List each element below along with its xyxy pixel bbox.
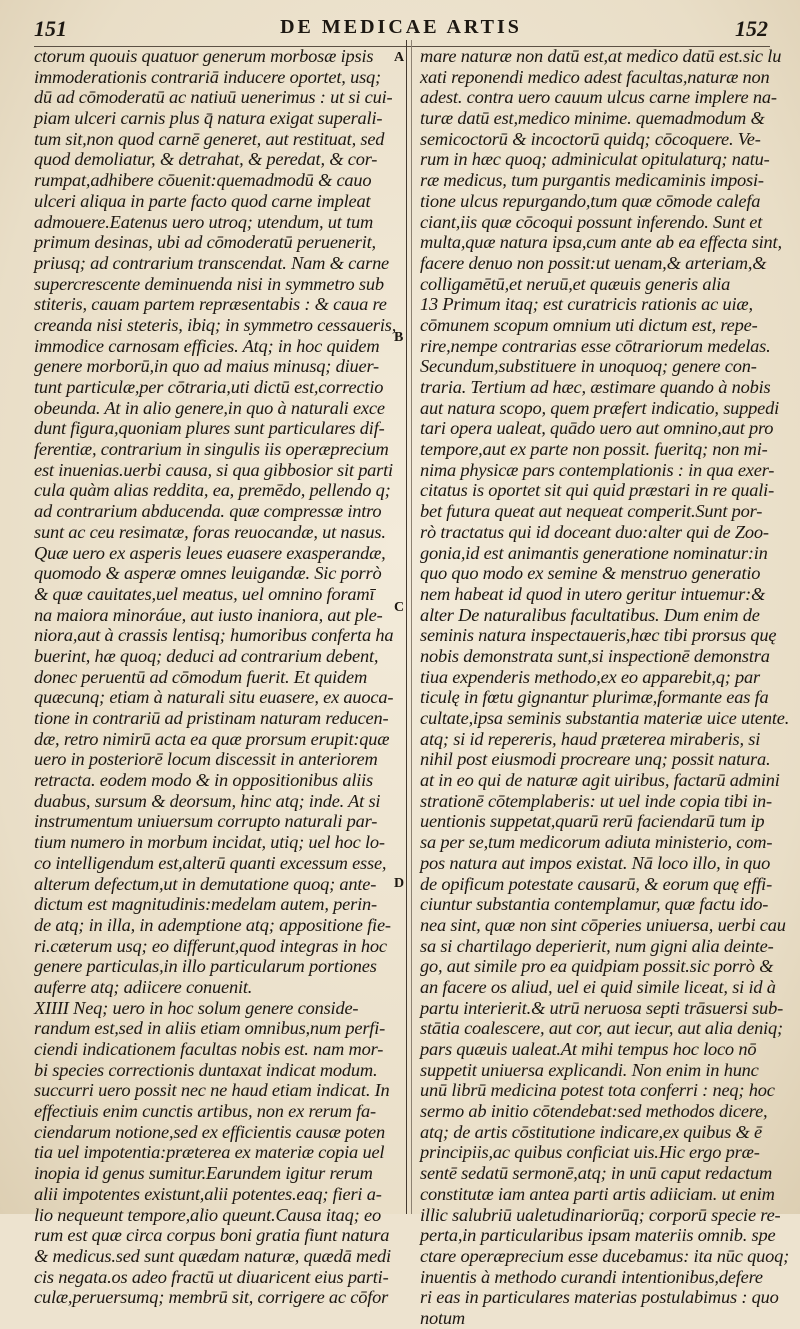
right-text-line: perta,in particularibus ipsam materiis omnib. spe <box>420 1225 776 1246</box>
left-text-line: & quæ cauitates,uel meatus, uel omnino foramī <box>34 583 375 604</box>
left-text-line: & medicus.sed sunt quædam naturæ, quædā medi <box>34 1245 391 1266</box>
right-text-line: mare naturæ non datū est,at medico datū est.sic lu <box>420 46 782 66</box>
right-text-line: inuentis à methodo curandi intentionibus,defere <box>420 1266 763 1287</box>
left-text-line: tium numero in morbum incidat, utiq; uel hoc lo- <box>34 832 385 853</box>
left-text-line: tum sit,non quod carnē generet, aut restituat, sed <box>34 128 385 149</box>
right-text-line: bet futura queat aut nequeat comperit.Sunt por- <box>420 501 763 522</box>
left-text-line: cula quàm alias reddita, ea, premēdo, pellendo q; <box>34 480 391 501</box>
right-text-line: adest. contra uero cauum ulcus carne implere na- <box>420 87 777 108</box>
right-text-line: cōmunem scopum omnium uti dictum est, repe- <box>420 314 758 335</box>
right-text-line: alter De naturalibus facultatibus. Dum enim de <box>420 604 760 625</box>
left-text-line: obeunda. At in alio genere,in quo à naturali exce <box>34 397 385 418</box>
right-text-line: uentionis suppetat,quarū rerū faciendarū tum ip <box>420 811 765 832</box>
left-text-column <box>34 46 397 1308</box>
right-text-line: atq; si id repereris, haud præterea miraberis, si <box>420 728 761 749</box>
left-text-line: retracta. eodem modo & in oppositionibus aliis <box>34 770 374 791</box>
right-text-line: colligamētū,et neruū,et quæuis generis alia <box>420 273 731 294</box>
left-text-line: genere particulas,in illo particularum portiones <box>34 956 377 977</box>
right-text-line: citatus is oportet sit qui quid præstari in re quali- <box>420 480 774 501</box>
right-text-line: rò tractatus qui id doceant duo:alter qui de Zoo- <box>420 521 769 542</box>
right-text-line: notum <box>420 1307 465 1328</box>
left-text-line: ciendi indicationem facultas nobis est. nam mor- <box>34 1039 384 1059</box>
left-text-line: buerint, hæ quoq; deduci ad contrarium debent, <box>34 645 379 666</box>
running-title: DE MEDICAE ARTIS <box>280 16 522 38</box>
right-text-line: ciuntur substantia contemplamur, quæ factu ido- <box>420 894 769 915</box>
left-text-line: instrumentum uniuersum corrupto naturali par- <box>34 811 378 832</box>
right-text-line: ticulę in fœtu gignantur plurimæ,formante eas fa <box>420 687 769 708</box>
right-text-line: Secundum,substituere in unoquoq; genere con- <box>420 356 757 377</box>
margin-marker-a: A <box>394 50 405 65</box>
page-number-left: 151 <box>34 16 67 41</box>
left-text-line: primum desinas, ubi ad cōmoderatū peruenerit, <box>34 232 376 253</box>
margin-marker-b: B <box>394 330 404 345</box>
left-text-line: dictum est magnitudinis:medelam autem, perin- <box>34 894 377 915</box>
left-text-line: immoderationis contrariā inducere oportet, usq; <box>34 66 381 87</box>
left-text-line: uero in posteriorē locum discessit in anteriorem <box>34 749 378 770</box>
right-text-line: aut natura scopo, quem præfert indicatio, suppedi <box>420 397 780 418</box>
left-text-line: immodice carnosam efficies. Atq; in hoc quidem <box>34 335 380 356</box>
left-text-line: ferentiæ, contrarium in singulis iis operæprecium <box>34 439 389 460</box>
left-text-line: piam ulceri carnis plus q̄ natura exigat superali- <box>34 108 383 129</box>
left-text-line: effectiuis enim cunctis artibus, non ex rerum fa- <box>34 1101 376 1122</box>
right-text-line: nihil post eiusmodi procreare unq; possit natura. <box>420 749 771 770</box>
left-text-line: duabus, sursum & deorsum, hinc atq; inde. At si <box>34 790 381 811</box>
right-text-line: tari opera ualeat, quādo uero aut omnino,aut pro <box>420 418 774 439</box>
right-text-line: nobis demonstrata sunt,si inspectionē demonstra <box>420 645 770 666</box>
column-gutter-rule <box>406 40 407 1214</box>
left-text-line: ad contrarium abducenda. quæ compressæ intro <box>34 501 382 522</box>
right-text-line: atq; de artis cōstitutione indicare,ex quibus & ē <box>420 1121 762 1142</box>
page-number-right: 152 <box>735 16 768 41</box>
right-text-line: seminis natura inspectaueris,hæc tibi prorsus quę <box>420 625 777 646</box>
right-text-line: cultate,ipsa seminis substantia materiæ uice utente. <box>420 708 790 728</box>
left-text-line: tunt particulæ,per cōtraria,uti dictū est,correctio <box>34 377 384 397</box>
left-text-line: stiteris, cauam partem repræsentabis : & caua re <box>34 294 387 315</box>
left-text-line: quod demoliatur, & detrahat, & peredat, & cor- <box>34 149 378 170</box>
left-text-line: Quæ uero ex asperis leues euasere exasperandæ, <box>34 542 386 563</box>
right-text-line: ri eas in particulares materias postulabimus : quo <box>420 1287 779 1308</box>
left-text-line: priusq; ad contrarium transcendat. Nam & carne <box>34 252 390 273</box>
right-text-line: partu interierit.& utrū neruosa septi trāsuersi sub- <box>420 997 784 1018</box>
right-text-line: ræ medicus, tum purgantis medicaminis imposi- <box>420 170 764 191</box>
left-text-line: rum est quæ circa corpus boni gratia fiunt natura <box>34 1225 390 1246</box>
right-text-line: sentē sedatū sermonē,atq; in unū caput redactum <box>420 1163 773 1184</box>
right-text-line: rum in hæc quoq; adminiculat opitulaturq; natu- <box>420 149 770 170</box>
right-text-line: facere denuo non possit:ut uenam,& arteriam,& <box>420 252 767 273</box>
left-text-line: na maiora minoráue, aut iusto inaniora, aut ple- <box>34 604 383 625</box>
right-text-line: nima physicæ pars contemplationis : in qua exer- <box>420 459 775 480</box>
right-text-line: semicoctorū & incoctorū quidq; cōcoquere. Ve- <box>420 128 761 149</box>
page-header <box>30 16 772 46</box>
left-text-line: tia uel impotentia:præterea ex materiæ copia uel <box>34 1142 385 1163</box>
right-text-line: pos natura aut impos existat. Nā loco illo, in quo <box>420 852 771 873</box>
right-text-line: quo quo modo ex semine & menstruo generatio <box>420 563 761 584</box>
right-text-line: nea sint, quæ non sint cōperies uniuersa, uerbi cau <box>420 914 786 935</box>
left-text-line: admouere.Eatenus uero utroq; utendum, ut tum <box>34 211 374 232</box>
left-text-line: ciendarum notione,sed ex efficientis causæ poten <box>34 1121 385 1142</box>
left-text-line: succurri uero possit nec ne haud etiam indicat. In <box>34 1080 390 1101</box>
left-text-line: genere morborū,in quo ad maius minusq; diuer- <box>34 356 379 377</box>
left-text-line: lio nequeunt tempore,alio queunt.Causa itaq; eo <box>34 1204 381 1225</box>
right-text-line: 13 Primum itaq; est curatricis rationis ac uiæ, <box>420 294 753 315</box>
right-text-line: tempore,aut ex parte non possit. fueritq; non mi- <box>420 439 768 460</box>
left-text-line: ulceri aliqua in parte facto quod carne impleat <box>34 190 371 211</box>
right-text-line: illic salubriū ualetudinariorūq; corporū specie re- <box>420 1204 781 1225</box>
right-text-line: gonia,id est animantis generatione nominatur:in <box>420 542 768 563</box>
left-text-line: creanda nisi steteris, ibiq; in symmetro cessaueris, <box>34 314 397 335</box>
left-text-line: dæ, retro nimirū acta ea quæ prorsum erupit:quæ <box>34 728 390 749</box>
left-text-line: ctorum quouis quatuor generum morbosæ ipsis <box>34 46 374 66</box>
right-text-line: suppetit uniuersa explicandi. Non enim in hunc <box>420 1059 759 1080</box>
right-text-line: unū librū medicina potest tota conferri : neq; hoc <box>420 1080 775 1101</box>
right-text-line: de opificum potestate causarū, & eorum quę effi- <box>420 873 773 894</box>
left-text-line: tione in contrariū ad pristinam naturam reducen- <box>34 708 389 728</box>
right-text-line: tiua expenderis methodo,ex eo apparebit,q; par <box>420 666 760 687</box>
left-text-line: inopia id genus sumitur.Earundem igitur rerum <box>34 1163 373 1184</box>
right-text-line: principiis,ac quibus conficiat uis.Hic ergo præ- <box>420 1142 760 1163</box>
right-text-line: sa si chartilago deperierit, num gigni alia deinte- <box>420 935 774 956</box>
right-text-line: sermo ab initio cōtendebat:sed methodos dicere, <box>420 1101 768 1122</box>
right-text-line: traria. Tertium ad hæc, æstimare quando à nobis <box>420 377 771 397</box>
left-text-line: dunt figura,quoniam plures sunt particulares dif- <box>34 418 385 439</box>
left-text-line: donec peruentū ad cōmodum fuerit. Et quidem <box>34 666 368 687</box>
right-text-line: strationē cōtemplaberis: ut uel inde copia tibi in- <box>420 790 772 811</box>
left-text-line: quomodo & asperæ omnes leuigandæ. Sic porrò <box>34 563 382 584</box>
right-text-line: turæ datū est,medico minime. quemadmodum & <box>420 108 765 129</box>
right-text-line: go, aut simile pro ea quidpiam possit.sic porrò & <box>420 956 774 977</box>
left-text-line: dū ad cōmoderatū ac natiuū uenerimus : ut si cui- <box>34 87 393 108</box>
left-text-line: sunt ac ceu resimatæ, foras reuocandæ, ut nasus. <box>34 521 386 542</box>
left-text-line: ri.cæterum usq; eo differunt,quod integras in hoc <box>34 935 387 956</box>
left-text-line: co intelligendum est,alterū quanti excessum esse, <box>34 852 387 873</box>
right-text-line: nem habeat id quod in utero geritur intuemur:& <box>420 583 766 604</box>
left-text-line: de atq; in illa, in ademptione atq; appositione fie- <box>34 914 391 935</box>
left-text-line: niora,aut à crassis lentisq; humoribus conferta ha <box>34 625 394 646</box>
margin-marker-c: C <box>394 600 405 615</box>
margin-marker-d: D <box>394 876 405 891</box>
right-text-line: pars quæuis ualeat.At mihi tempus hoc loco nō <box>420 1039 757 1059</box>
right-text-line: constitutæ iam antea parti artis adiiciam. ut enim <box>420 1183 775 1204</box>
left-text-line: quæcunq; etiam à naturali situ euasere, ex auoca- <box>34 687 394 708</box>
left-text-line: randum est,sed in aliis etiam omnibus,num perfi- <box>34 1018 386 1039</box>
left-text-line: XIIII Neq; uero in hoc solum genere conside- <box>34 997 359 1018</box>
right-text-line: multa,quæ natura ipsa,cum ante ab ea effecta sint, <box>420 232 782 253</box>
right-text-line: ctare operæprecium esse ducebamus: ita nūc quoq; <box>420 1245 790 1266</box>
column-gutter-rule-inner <box>411 40 412 1214</box>
right-text-line: an facere os aliud, uel ei quid simile liceat, si id à <box>420 976 776 997</box>
left-text-line: alii impotentes existunt,alii potentes.eaq; fieri a- <box>34 1183 382 1204</box>
right-text-line: sa per se,tum medicorum adiuta ministerio, com- <box>420 832 773 853</box>
left-text-line: supercrescente deminuenda nisi in symmetro sub <box>34 273 384 294</box>
right-text-line: stātia coalescere, aut cor, aut iecur, aut alia deniq; <box>420 1018 783 1039</box>
right-text-line: ciant,iis quæ cōcoqui possunt inferendo. Sunt et <box>420 211 763 232</box>
left-text-line: auferre atq; adiicere conuenit. <box>34 976 253 997</box>
left-text-line: rumpat,adhibere cōuenit:quemadmodū & cauo <box>34 170 372 191</box>
left-text-line: cis negata.os adeo fractū ut diuaricent eius parti- <box>34 1266 389 1287</box>
left-text-line: est inuenias.uerbi causa, si qua gibbosior sit parti <box>34 459 393 480</box>
right-text-line: at in eo qui de naturæ agit uiribus, factarū admini <box>420 770 780 791</box>
right-text-line: rire,nempe contrarias esse cōtrariorum medelas. <box>420 335 771 356</box>
right-text-line: tione ulcus repurgando,tum quæ cōmode calefa <box>420 190 761 211</box>
left-text-line: alterum defectum,ut in demutatione quoq; ante- <box>34 873 377 894</box>
right-text-line: xati reponendi medico adest facultas,naturæ non <box>420 66 770 87</box>
left-text-line: culæ,peruersumq; membrū sit, corrigere ac cōfor <box>34 1287 389 1308</box>
left-text-line: bi species correctionis duntaxat indicat modum. <box>34 1059 378 1080</box>
right-text-column <box>420 46 790 1329</box>
